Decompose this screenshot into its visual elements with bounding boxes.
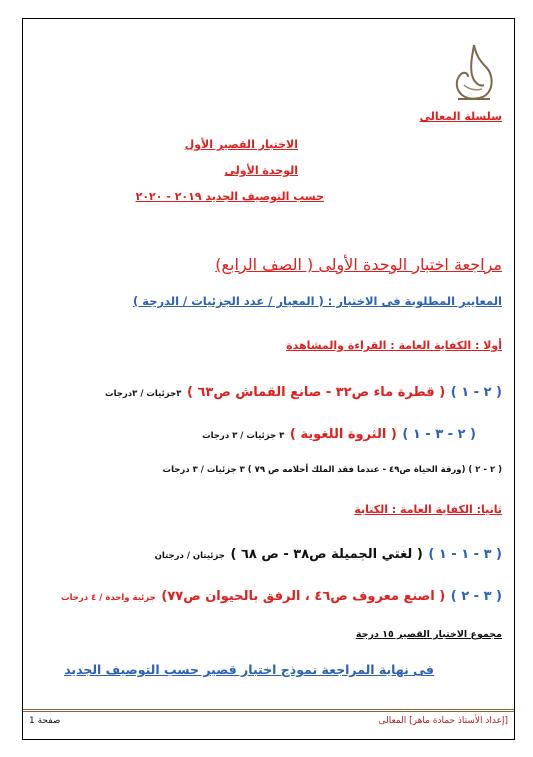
section2-item1: [155, 543, 502, 562]
series-name: سلسلة المعالى: [419, 110, 502, 123]
section2-item2: [61, 585, 502, 604]
item-text: ( قطرة ماء ص٣٢ - صانع القماش ص٦٣ ): [186, 385, 446, 400]
document-page: [22, 18, 515, 740]
section1-item3: ( ٢ - ٢ ) (ورقة الحياة ص٤٩ - عندما فقد الملك أحلامه ص ٧٩ ) ٣ جزئيات / ٣ درجات: [162, 465, 502, 475]
total-score: مجموع الاختبار القصير ١٥ درجة: [355, 629, 502, 640]
item-marks: جزئية واحدة / ٤ درجات: [61, 593, 156, 603]
item-marks: ٣ جزئيات / ٣ درجات: [202, 431, 285, 441]
calligraphy-logo: [450, 41, 498, 105]
criteria-heading: المعايير المطلوبة فى الاختبار : ( المعيار / عدد الجزئيات / الدرجة ): [132, 294, 502, 308]
item-code: ( ٢ - ٣ - ١ ): [402, 427, 476, 442]
item-code: ( ٣ - ١ - ١ ): [428, 547, 502, 562]
closing-note: فى نهاية المراجعة نموذج اختبار قصير حسب التوصيف الجديد: [64, 662, 434, 677]
item-text: ( اصنع معروف ص٤٦ ، الرفق بالحيوان ص٧٧): [161, 589, 446, 604]
item-code: ( ٢ - ١ ): [450, 385, 502, 400]
section1-item1: [105, 381, 502, 400]
footer-author: [إعداد الأستاذ حمادة ماهر] المعالى: [378, 716, 508, 726]
review-title: مراجعة اختبار الوحدة الأولى ( الصف الرابع): [215, 255, 502, 274]
page-number: صفحة 1: [29, 716, 61, 726]
item-marks: ٣جزئيات / ٣درجات: [105, 389, 182, 399]
section2-heading: ثانيا: الكفاية العامة : الكتابة: [354, 503, 502, 516]
spec-title: حسب التوصيف الجديد ٢٠١٩ - ٢٠٢٠: [135, 190, 324, 203]
item-text: ( لغتي الجميلة ص٣٨ - ص ٦٨ ): [230, 547, 423, 562]
unit-title: الوحدة الأولى: [224, 164, 298, 177]
item-marks: جزئيتان / درجتان: [154, 551, 225, 561]
section1-item2: [202, 423, 476, 442]
footer-divider: [23, 709, 514, 712]
section1-heading: أولا : الكفاية العامة : القراءة والمشاهدة: [286, 339, 502, 352]
item-code: ( ٣ - ٢ ): [450, 589, 502, 604]
quiz-title: الاختبار القصير الأول: [184, 138, 298, 151]
item-text: ( الثروة اللغوية ): [289, 427, 397, 442]
